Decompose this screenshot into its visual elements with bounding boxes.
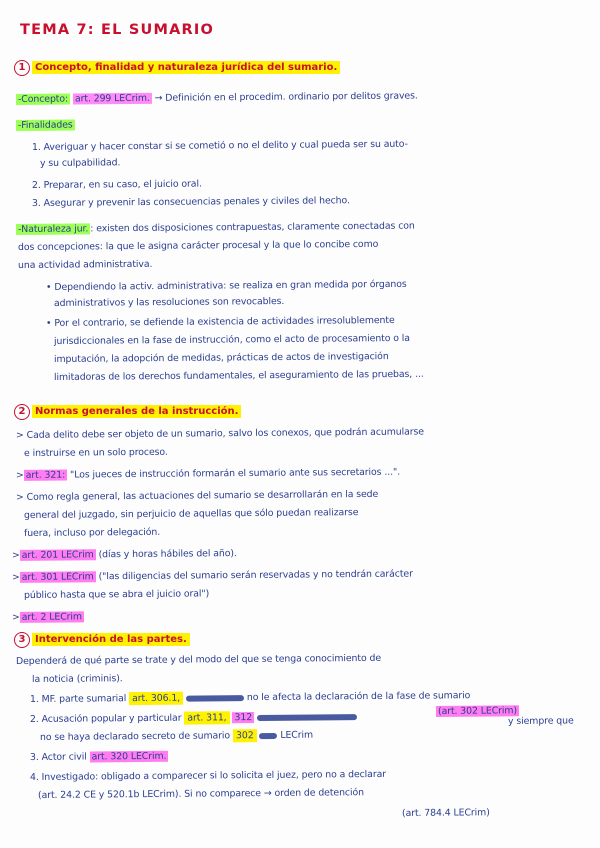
bullet-1a: • Dependiendo la activ. administrativa: se realiza en gran medida por órganos [45, 278, 407, 293]
bullet-2b: jurisdiccionales en la fase de instrucción, como el acto de procesamiento o la [53, 332, 410, 347]
naturaleza-line [16, 221, 415, 236]
norma-4: > art. 201 LECrim (días y horas hábiles del año). [11, 548, 237, 561]
norma-3b: general del juzgado, sin perjuicio de aquellas que sólo puedan realizarse [23, 507, 359, 521]
section-1-title: Concepto, finalidad y naturaleza jurídica del sumario. [32, 61, 340, 74]
section-3-heading [14, 632, 190, 648]
intervencion-2-rest: y siempre que [507, 715, 574, 727]
intervencion-2-article-2: 312 [234, 712, 253, 724]
section-1-heading [14, 60, 340, 76]
section-3-title: Intervención de las partes. [32, 633, 190, 646]
finalidad-2: 2. Preparar, en su caso, el juicio oral. [31, 178, 202, 191]
bullet-2c: imputación, la adopción de medidas, prácticas de actos de investigación [53, 351, 389, 365]
norma-5b: público hasta que se abra el juicio oral") [23, 588, 210, 601]
intervencion-1 [30, 690, 470, 706]
intervencion-3 [30, 751, 168, 764]
intervencion-4a: 4. Investigado: obligado a comparecer si lo solicita el juez, pero no a declarar [29, 768, 387, 783]
intro-a: Dependerá de qué parte se trate y del modo del que se tenga conocimiento de [15, 652, 382, 667]
norma-4-text: (días y horas hábiles del año). [95, 548, 237, 561]
concepto-article: art. 299 LECrim. [74, 92, 150, 105]
intervencion-1-rest: no le afecta la declaración de la fase de sumario [246, 690, 471, 704]
intervencion-2b [40, 730, 313, 744]
concepto-label: -Concepto: [17, 93, 69, 105]
scribble-3 [259, 732, 277, 738]
naturaleza-label: -Naturaleza jur. [17, 223, 89, 235]
bullet-1b: administrativos y las resoluciones son revocables. [53, 295, 285, 309]
bullet-2d: limitadoras de los derechos fundamentales, el aseguramiento de las pruebas, ... [53, 368, 424, 383]
intervencion-1-text: 1. MF. parte sumarial [29, 693, 127, 705]
finalidad-1a: 1. Averiguar y hacer constar si se cometió o no el delito y cual pueda ser su auto- [31, 138, 408, 153]
naturaleza-text-a: : existen dos disposiciones contrapuestas, claramente conectadas con [90, 220, 415, 235]
finalidad-3: 3. Asegurar y prevenir las consecuencias penales y civiles del hecho. [31, 195, 350, 209]
intervencion-2-text: 2. Acusación popular y particular [29, 712, 182, 725]
section-2-heading [14, 404, 241, 420]
norma-1b: e instruirse en un solo proceso. [23, 446, 168, 459]
bullet-2a: • Por el contrario, se defiende la existencia de actividades irresolublemente [45, 314, 395, 329]
intervencion-4c: (art. 784.4 LECrim) [401, 807, 490, 819]
norma-2: > art. 321: "Los jueces de instrucción formarán el sumario ante sus secretarios ...". [15, 466, 401, 481]
intervencion-2-article: art. 311, [184, 711, 229, 724]
intervencion-3-text: 3. Actor civil [29, 751, 87, 763]
norma-6: > art. 2 LECrim [11, 611, 82, 623]
norma-2-article: art. 321: [25, 469, 66, 481]
section-2-title: Normas generales de la instrucción. [32, 405, 241, 418]
norma-1a: > Cada delito debe ser objeto de un sumario, salvo los conexos, que podrán acumularse [15, 426, 424, 441]
norma-4-article: art. 201 LECrim [21, 549, 94, 561]
section-number-2: 2 [14, 404, 30, 420]
norma-5a: > art. 301 LECrim ("las diligencias del sumario serán reservadas y no tendrán carácter [11, 568, 413, 583]
norma-3a: > Como regla general, las actuaciones del sumario se desarrollarán en la sede [15, 488, 379, 503]
scribble-2 [257, 714, 357, 721]
finalidades-line [16, 119, 75, 132]
finalidad-1b: y su culpabilidad. [39, 157, 121, 169]
norma-5-text-a: ("las diligencias del sumario serán reservadas y no tendrán carácter [95, 568, 413, 583]
scribble-1 [186, 695, 244, 702]
norma-6-article: art. 2 LECrim [21, 611, 82, 623]
norma-2-text: "Los jueces de instrucción formarán el sumario ante sus secretarios ...". [67, 466, 401, 481]
intervencion-2-text-b: no se haya declarado secreto de sumario [39, 730, 231, 743]
norma-3c: fuera, incluso por delegación. [23, 526, 161, 539]
intervencion-1-article: art. 306.1, [129, 692, 183, 705]
naturaleza-text-b: dos concepciones: la que le asigna carácter procesal y la que lo concibe como [17, 238, 379, 253]
intervencion-2-article-3b: LECrim [280, 729, 314, 741]
concepto-line [16, 90, 418, 106]
intervencion-2 [30, 711, 357, 726]
page-title: TEMA 7: EL SUMARIO [20, 22, 214, 38]
intervencion-2-article-3: 302 [233, 729, 257, 742]
section-number-3: 3 [14, 632, 30, 648]
norma-5-article: art. 301 LECrim [21, 571, 94, 583]
finalidades-label: -Finalidades [17, 119, 73, 131]
naturaleza-text-c: una actividad administrativa. [17, 258, 153, 271]
concepto-text: → Definición en el procedim. ordinario por delitos graves. [154, 90, 418, 104]
intervencion-1-article-2: (art. 302 LECrim) [437, 705, 518, 717]
intervencion-1b [436, 705, 519, 718]
intro-b: la noticia (criminis). [31, 673, 123, 685]
section-number-1: 1 [14, 60, 30, 76]
intervencion-4b: (art. 24.2 CE y 520.1b LECrim). Si no comparece → orden de detención [37, 787, 364, 801]
intervencion-3-article: art. 320 LECrim. [91, 750, 167, 763]
